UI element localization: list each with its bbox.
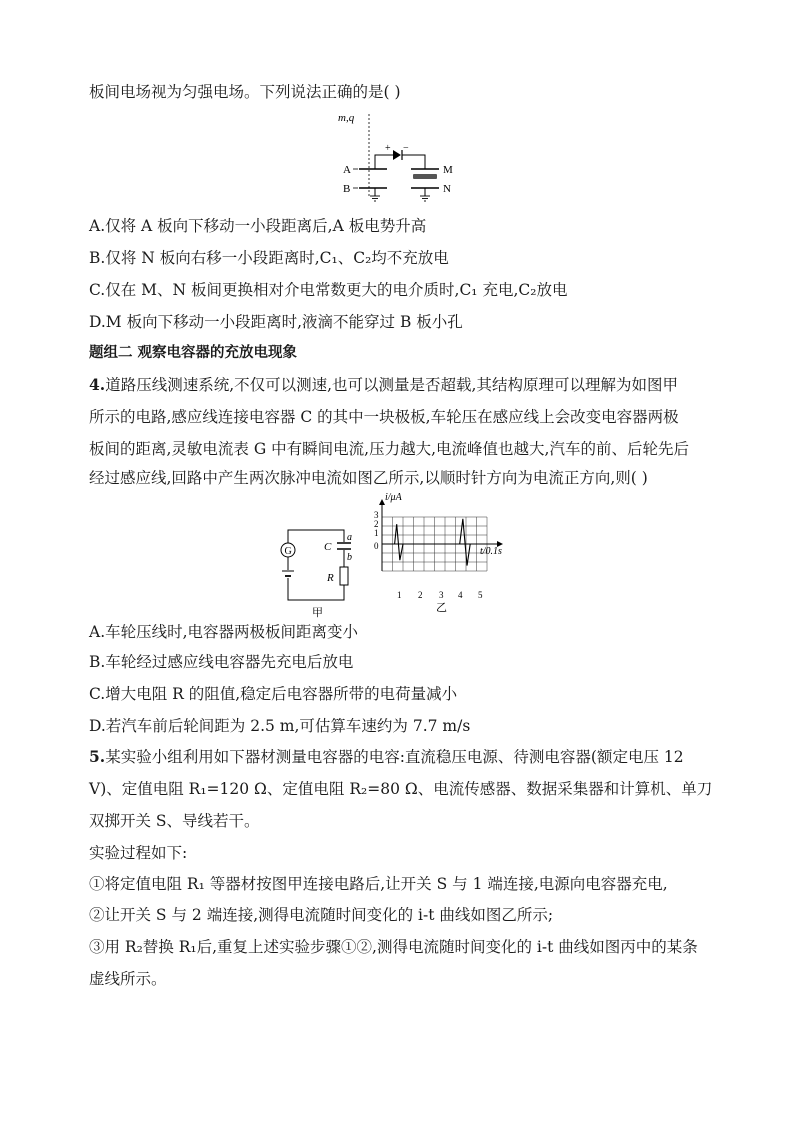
current-pulse-1 (395, 524, 403, 560)
q3-option-d: D.M 板向下移动一小段距离时,液滴不能穿过 B 板小孔 (89, 313, 463, 331)
fig1-label-N: N (443, 183, 451, 195)
q4-line-3: 板间的距离,灵敏电流表 G 中有瞬间电流,压力越大,电流峰值也越大,汽车的前、后轮先后 (89, 440, 689, 458)
q5-step-2: ②让开关 S 与 2 端连接,测得电流随时间变化的 i-t 曲线如图乙所示; (89, 906, 554, 924)
q4-line-2: 所示的电路,感应线连接电容器 C 的其中一块极板,车轮压在感应线上会改变电容器两极 (89, 408, 679, 426)
fig-capacitor-diode (335, 108, 470, 204)
fig-jia-label-b: b (347, 552, 352, 563)
fig-yi-chart (368, 488, 528, 623)
q4-text-1: 道路压线测速系统,不仅可以测速,也可以测量是否超载,其结构原理可以理解为如图甲 (105, 376, 678, 394)
fig1-label-B: B (343, 183, 351, 195)
fig-jia-label-a: a (347, 532, 352, 543)
fig1-plus: + (385, 143, 391, 154)
fig-yi-xtick-1: 1 (397, 590, 402, 600)
fig-yi-ytick-0: 0 (374, 541, 379, 551)
fig-yi-ytick-3: 3 (374, 510, 379, 520)
q4-option-b: B.车轮经过感应线电容器先充电后放电 (89, 653, 354, 671)
fig-yi-ylabel: i/μA (385, 492, 402, 503)
q5-procedure-title: 实验过程如下: (89, 844, 188, 862)
fig-jia-label-R: R (327, 572, 334, 584)
fig1-minus: − (403, 143, 409, 154)
q3-option-c: C.仅在 M、N 板间更换相对介电常数更大的电介质时,C₁ 充电,C₂放电 (89, 281, 568, 299)
q5-line-3: 双掷开关 S、导线若干。 (89, 812, 260, 830)
fig1-label-A: A (343, 164, 351, 176)
q4-line-4: 经过感应线,回路中产生两次脉冲电流如图乙所示,以顺时针方向为电流正方向,则( ) (89, 469, 648, 487)
q5-number: 5. (89, 747, 106, 766)
fig-jia-circuit (270, 520, 370, 620)
q3-stem-line: 板间电场视为匀强电场。下列说法正确的是( ) (89, 83, 401, 101)
q5-line-2: V)、定值电阻 R₁=120 Ω、定值电阻 R₂=80 Ω、电流传感器、数据采集器和计算机、单刀 (89, 780, 713, 798)
q4-option-d: D.若汽车前后轮间距为 2.5 m,可估算车速约为 7.7 m/s (89, 717, 471, 735)
q5-line-1 (89, 746, 684, 768)
fig-yi-xlabel: t/0.1s (480, 546, 502, 557)
q4-line-1 (89, 374, 678, 396)
fig-yi-xtick-4: 4 (458, 590, 463, 600)
q4-number: 4. (89, 375, 106, 394)
q5-step-1: ①将定值电阻 R₁ 等器材按图甲连接电路后,让开关 S 与 1 端连接,电源向电容器充电, (89, 875, 668, 893)
fig-yi-ytick-2: 2 (374, 519, 379, 529)
q5-text-1: 某实验小组利用如下器材测量电容器的电容:直流稳压电源、待测电容器(额定电压 12 (105, 748, 684, 766)
fig-yi-caption: 乙 (436, 602, 447, 614)
q5-step-3-cont: 虚线所示。 (89, 970, 167, 988)
fig-yi-xtick-2: 2 (418, 590, 423, 600)
fig-yi-xtick-3: 3 (439, 590, 444, 600)
q3-option-a: A.仅将 A 板向下移动一小段距离后,A 板电势升高 (89, 217, 427, 235)
q4-option-c: C.增大电阻 R 的阻值,稳定后电容器所带的电荷量减小 (89, 685, 458, 703)
fig1-label-mq: m,q (338, 112, 355, 124)
fig-yi-xtick-5: 5 (478, 590, 483, 600)
fig-jia-resistor (340, 567, 348, 585)
q3-option-b: B.仅将 N 板向右移一小段距离时,C₁、C₂均不充放电 (89, 249, 449, 267)
fig-yi-ytick-1: 1 (374, 528, 379, 538)
fig-jia-label-C: C (324, 541, 332, 553)
fig-jia-label-G: G (284, 546, 292, 557)
fig-jia-caption: 甲 (312, 607, 323, 619)
q5-step-3: ③用 R₂替换 R₁后,重复上述实验步骤①②,测得电流随时间变化的 i-t 曲线如图丙中的某条 (89, 938, 698, 956)
fig1-diode (393, 150, 401, 160)
fig1-dielectric (413, 174, 437, 179)
section-heading: 题组二 观察电容器的充放电现象 (89, 345, 298, 361)
q4-option-a: A.车轮压线时,电容器两极板间距离变小 (89, 623, 359, 641)
fig1-label-M: M (443, 164, 453, 176)
